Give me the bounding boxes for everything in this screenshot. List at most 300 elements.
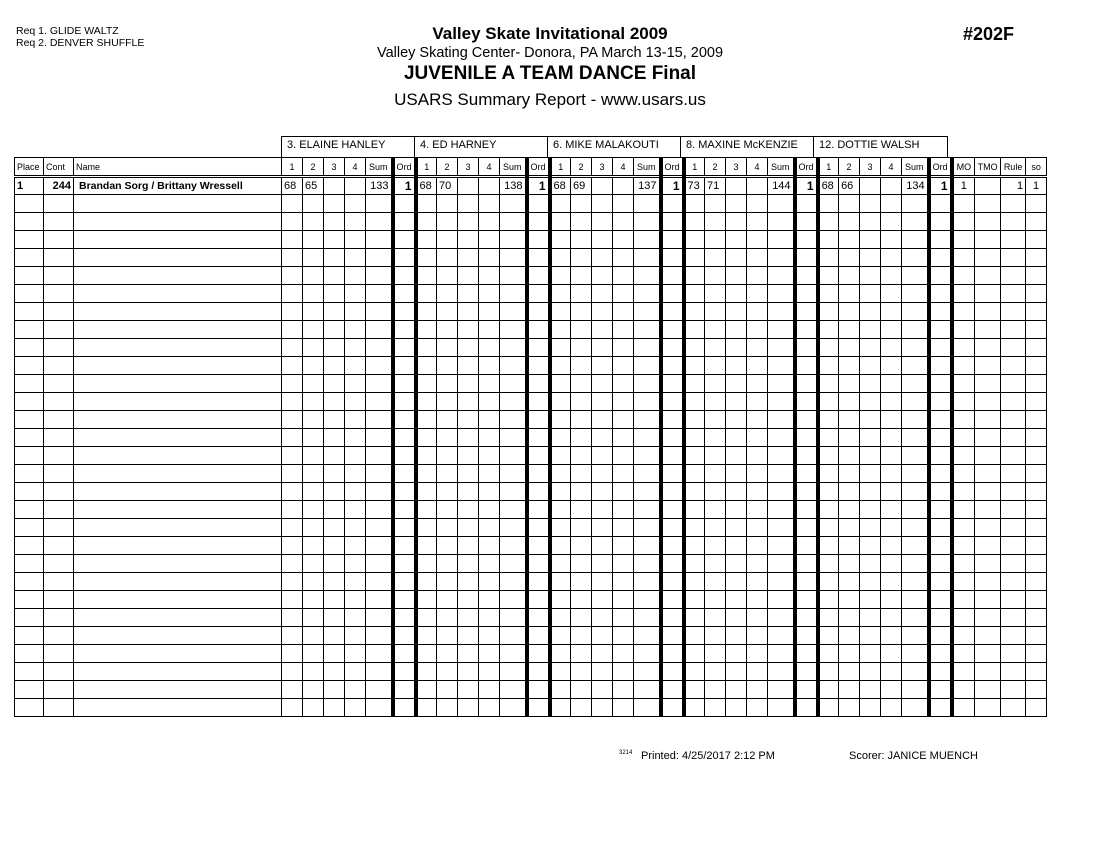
- empty-cell: [345, 303, 366, 321]
- empty-cell: [366, 375, 393, 393]
- mo-header: MO: [952, 158, 975, 177]
- empty-cell: [592, 267, 613, 285]
- empty-cell: [366, 393, 393, 411]
- empty-cell: [345, 429, 366, 447]
- empty-cell: [726, 699, 747, 717]
- empty-cell: [705, 375, 726, 393]
- empty-cell: [527, 357, 550, 375]
- empty-cell: [952, 249, 975, 267]
- empty-cell: [592, 339, 613, 357]
- empty-cell: [571, 681, 592, 699]
- empty-cell: [1001, 321, 1026, 339]
- empty-cell: [479, 411, 500, 429]
- empty-cell: [768, 447, 795, 465]
- empty-cell: [818, 519, 839, 537]
- empty-cell: [366, 681, 393, 699]
- empty-cell: [550, 267, 571, 285]
- judge5-score4-header: 4: [881, 158, 902, 177]
- empty-cell: [952, 213, 975, 231]
- empty-cell: [975, 195, 1001, 213]
- column-header-row: [15, 158, 1047, 177]
- empty-cell: [929, 339, 952, 357]
- empty-cell: [952, 627, 975, 645]
- empty-cell: [661, 303, 684, 321]
- empty-cell: [795, 573, 818, 591]
- empty-cell: [975, 699, 1001, 717]
- table-row: [15, 411, 1047, 429]
- empty-cell: [550, 537, 571, 555]
- empty-cell: [458, 447, 479, 465]
- empty-cell: [74, 519, 282, 537]
- venue-date: Valley Skating Center- Donora, PA March 13-15, 2009: [376, 45, 724, 61]
- empty-cell: [661, 321, 684, 339]
- empty-cell: [661, 627, 684, 645]
- empty-cell: [795, 303, 818, 321]
- empty-cell: [613, 375, 634, 393]
- empty-cell: [282, 411, 303, 429]
- judge5-score1: 68: [818, 177, 839, 195]
- empty-cell: [44, 411, 74, 429]
- empty-cell: [324, 321, 345, 339]
- empty-cell: [74, 429, 282, 447]
- empty-cell: [634, 321, 661, 339]
- empty-cell: [44, 465, 74, 483]
- empty-cell: [458, 591, 479, 609]
- empty-cell: [952, 465, 975, 483]
- empty-cell: [975, 501, 1001, 519]
- empty-cell: [527, 519, 550, 537]
- empty-cell: [282, 339, 303, 357]
- empty-cell: [747, 195, 768, 213]
- empty-cell: [726, 357, 747, 375]
- judge2-score1-header: 1: [416, 158, 437, 177]
- empty-cell: [366, 537, 393, 555]
- empty-cell: [839, 609, 860, 627]
- empty-cell: [795, 609, 818, 627]
- empty-cell: [393, 213, 416, 231]
- empty-cell: [929, 537, 952, 555]
- empty-cell: [324, 447, 345, 465]
- empty-cell: [366, 591, 393, 609]
- empty-cell: [458, 213, 479, 231]
- empty-cell: [458, 195, 479, 213]
- empty-cell: [839, 195, 860, 213]
- empty-cell: [366, 609, 393, 627]
- empty-cell: [366, 699, 393, 717]
- empty-cell: [661, 339, 684, 357]
- judge1-score1-header: 1: [282, 158, 303, 177]
- empty-cell: [881, 195, 902, 213]
- empty-cell: [282, 213, 303, 231]
- empty-cell: [726, 213, 747, 231]
- empty-cell: [634, 375, 661, 393]
- judge3-score2-header: 2: [571, 158, 592, 177]
- empty-cell: [975, 609, 1001, 627]
- empty-cell: [393, 663, 416, 681]
- empty-cell: [726, 555, 747, 573]
- empty-cell: [902, 681, 929, 699]
- empty-cell: [705, 429, 726, 447]
- empty-cell: [929, 195, 952, 213]
- judge5-score2-header: 2: [839, 158, 860, 177]
- empty-cell: [500, 447, 527, 465]
- empty-cell: [929, 447, 952, 465]
- empty-cell: [881, 573, 902, 591]
- empty-cell: [571, 321, 592, 339]
- empty-cell: [860, 285, 881, 303]
- empty-cell: [860, 645, 881, 663]
- empty-cell: [726, 573, 747, 591]
- empty-cell: [1001, 609, 1026, 627]
- empty-cell: [416, 519, 437, 537]
- empty-cell: [345, 591, 366, 609]
- empty-cell: [860, 537, 881, 555]
- empty-cell: [902, 537, 929, 555]
- empty-cell: [393, 429, 416, 447]
- empty-cell: [437, 303, 458, 321]
- empty-cell: [44, 555, 74, 573]
- empty-cell: [393, 447, 416, 465]
- empty-cell: [550, 375, 571, 393]
- empty-cell: [571, 267, 592, 285]
- empty-cell: [571, 699, 592, 717]
- empty-cell: [393, 681, 416, 699]
- empty-cell: [437, 501, 458, 519]
- empty-cell: [324, 285, 345, 303]
- empty-cell: [952, 303, 975, 321]
- empty-cell: [282, 429, 303, 447]
- empty-cell: [929, 609, 952, 627]
- empty-cell: [303, 285, 324, 303]
- empty-cell: [613, 285, 634, 303]
- empty-cell: [726, 609, 747, 627]
- empty-cell: [303, 609, 324, 627]
- empty-cell: [1001, 267, 1026, 285]
- empty-cell: [768, 411, 795, 429]
- empty-cell: [571, 519, 592, 537]
- empty-cell: [479, 213, 500, 231]
- judge4-score3: [726, 177, 747, 195]
- empty-cell: [527, 267, 550, 285]
- empty-cell: [366, 447, 393, 465]
- table-row: [15, 195, 1047, 213]
- empty-cell: [345, 321, 366, 339]
- empty-cell: [44, 339, 74, 357]
- empty-cell: [634, 231, 661, 249]
- empty-cell: [592, 483, 613, 501]
- empty-cell: [661, 465, 684, 483]
- empty-cell: [860, 627, 881, 645]
- empty-cell: [929, 375, 952, 393]
- empty-cell: [881, 411, 902, 429]
- empty-cell: [952, 681, 975, 699]
- empty-cell: [527, 375, 550, 393]
- empty-cell: [661, 591, 684, 609]
- empty-cell: [902, 555, 929, 573]
- empty-cell: [571, 663, 592, 681]
- empty-cell: [902, 321, 929, 339]
- empty-cell: [881, 231, 902, 249]
- empty-cell: [860, 249, 881, 267]
- empty-cell: [458, 573, 479, 591]
- empty-cell: [1001, 537, 1026, 555]
- empty-cell: [550, 573, 571, 591]
- empty-cell: [437, 699, 458, 717]
- empty-cell: [613, 213, 634, 231]
- empty-cell: [437, 357, 458, 375]
- empty-cell: [705, 663, 726, 681]
- empty-cell: [500, 213, 527, 231]
- empty-cell: [705, 285, 726, 303]
- empty-cell: [550, 465, 571, 483]
- empty-cell: [613, 591, 634, 609]
- empty-cell: [592, 501, 613, 519]
- empty-cell: [975, 555, 1001, 573]
- empty-cell: [975, 645, 1001, 663]
- empty-cell: [860, 573, 881, 591]
- empty-cell: [613, 393, 634, 411]
- empty-cell: [860, 195, 881, 213]
- empty-cell: [684, 627, 705, 645]
- empty-cell: [726, 591, 747, 609]
- empty-cell: [479, 519, 500, 537]
- empty-cell: [44, 267, 74, 285]
- empty-cell: [929, 267, 952, 285]
- empty-cell: [393, 249, 416, 267]
- empty-cell: [74, 555, 282, 573]
- empty-cell: [1026, 627, 1047, 645]
- empty-cell: [768, 483, 795, 501]
- empty-cell: [929, 699, 952, 717]
- empty-cell: [324, 681, 345, 699]
- empty-cell: [661, 231, 684, 249]
- empty-cell: [479, 339, 500, 357]
- empty-cell: [684, 609, 705, 627]
- empty-cell: [324, 465, 345, 483]
- empty-cell: [634, 681, 661, 699]
- empty-cell: [634, 195, 661, 213]
- empty-cell: [818, 663, 839, 681]
- empty-cell: [902, 627, 929, 645]
- empty-cell: [74, 339, 282, 357]
- empty-cell: [975, 519, 1001, 537]
- empty-cell: [393, 303, 416, 321]
- empty-cell: [74, 591, 282, 609]
- empty-cell: [592, 699, 613, 717]
- empty-cell: [437, 537, 458, 555]
- empty-cell: [592, 663, 613, 681]
- empty-cell: [437, 321, 458, 339]
- empty-cell: [416, 483, 437, 501]
- empty-cell: [839, 555, 860, 573]
- empty-cell: [747, 411, 768, 429]
- empty-cell: [839, 681, 860, 699]
- table-row: [15, 267, 1047, 285]
- empty-cell: [839, 465, 860, 483]
- empty-cell: [1026, 609, 1047, 627]
- empty-cell: [303, 303, 324, 321]
- empty-cell: [15, 249, 44, 267]
- empty-cell: [44, 501, 74, 519]
- empty-cell: [527, 555, 550, 573]
- empty-cell: [881, 393, 902, 411]
- empty-cell: [44, 447, 74, 465]
- empty-cell: [393, 195, 416, 213]
- empty-cell: [345, 213, 366, 231]
- empty-cell: [818, 681, 839, 699]
- empty-cell: [795, 231, 818, 249]
- empty-cell: [929, 483, 952, 501]
- empty-cell: [1001, 249, 1026, 267]
- empty-cell: [15, 645, 44, 663]
- empty-cell: [613, 303, 634, 321]
- empty-cell: [74, 537, 282, 555]
- empty-cell: [458, 537, 479, 555]
- empty-cell: [416, 339, 437, 357]
- empty-cell: [527, 213, 550, 231]
- empty-cell: [479, 609, 500, 627]
- judge4-score3-header: 3: [726, 158, 747, 177]
- empty-cell: [1001, 501, 1026, 519]
- empty-cell: [366, 465, 393, 483]
- empty-cell: [634, 699, 661, 717]
- empty-cell: [282, 699, 303, 717]
- empty-cell: [303, 447, 324, 465]
- empty-cell: [747, 519, 768, 537]
- empty-cell: [592, 537, 613, 555]
- judge5-sum: 134: [902, 177, 929, 195]
- empty-cell: [747, 429, 768, 447]
- empty-cell: [818, 537, 839, 555]
- empty-cell: [726, 663, 747, 681]
- empty-cell: [839, 699, 860, 717]
- empty-cell: [684, 267, 705, 285]
- empty-cell: [684, 303, 705, 321]
- empty-cell: [726, 249, 747, 267]
- empty-cell: [1026, 375, 1047, 393]
- empty-cell: [768, 519, 795, 537]
- empty-cell: [345, 537, 366, 555]
- empty-cell: [726, 483, 747, 501]
- empty-cell: [500, 249, 527, 267]
- judge5-score4: [881, 177, 902, 195]
- empty-cell: [15, 393, 44, 411]
- empty-cell: [437, 627, 458, 645]
- empty-cell: [747, 321, 768, 339]
- empty-cell: [705, 393, 726, 411]
- empty-cell: [550, 231, 571, 249]
- empty-cell: [634, 357, 661, 375]
- empty-cell: [881, 213, 902, 231]
- empty-cell: [747, 483, 768, 501]
- empty-cell: [1001, 483, 1026, 501]
- empty-cell: [393, 519, 416, 537]
- empty-cell: [818, 411, 839, 429]
- empty-cell: [437, 609, 458, 627]
- empty-cell: [479, 699, 500, 717]
- empty-cell: [303, 663, 324, 681]
- empty-cell: [345, 555, 366, 573]
- judge5-score2: 66: [839, 177, 860, 195]
- empty-cell: [15, 429, 44, 447]
- empty-cell: [1026, 357, 1047, 375]
- empty-cell: [458, 555, 479, 573]
- empty-cell: [768, 663, 795, 681]
- empty-cell: [613, 627, 634, 645]
- empty-cell: [500, 393, 527, 411]
- empty-cell: [416, 609, 437, 627]
- empty-cell: [74, 447, 282, 465]
- empty-cell: [661, 429, 684, 447]
- empty-cell: [345, 483, 366, 501]
- empty-cell: [684, 645, 705, 663]
- empty-cell: [1001, 411, 1026, 429]
- empty-cell: [15, 555, 44, 573]
- judge4-score4: [747, 177, 768, 195]
- judge1-score2-header: 2: [303, 158, 324, 177]
- empty-cell: [795, 699, 818, 717]
- empty-cell: [345, 573, 366, 591]
- empty-cell: [881, 429, 902, 447]
- empty-cell: [44, 573, 74, 591]
- empty-cell: [527, 303, 550, 321]
- empty-cell: [795, 483, 818, 501]
- empty-cell: [860, 321, 881, 339]
- empty-cell: [613, 645, 634, 663]
- empty-cell: [768, 429, 795, 447]
- empty-cell: [613, 357, 634, 375]
- empty-cell: [795, 501, 818, 519]
- table-row: [15, 231, 1047, 249]
- tmo-cell: [975, 177, 1001, 195]
- empty-cell: [818, 483, 839, 501]
- empty-cell: [1026, 249, 1047, 267]
- report-title: USARS Summary Report - www.usars.us: [394, 90, 706, 109]
- empty-cell: [818, 195, 839, 213]
- empty-cell: [881, 663, 902, 681]
- empty-cell: [303, 645, 324, 663]
- empty-cell: [303, 537, 324, 555]
- empty-cell: [15, 483, 44, 501]
- empty-cell: [839, 213, 860, 231]
- empty-cell: [839, 267, 860, 285]
- empty-cell: [15, 465, 44, 483]
- empty-cell: [634, 519, 661, 537]
- empty-cell: [634, 555, 661, 573]
- empty-cell: [952, 591, 975, 609]
- empty-cell: [458, 645, 479, 663]
- empty-cell: [324, 231, 345, 249]
- empty-cell: [881, 483, 902, 501]
- tmo-header: TMO: [975, 158, 1001, 177]
- empty-cell: [684, 591, 705, 609]
- empty-cell: [613, 447, 634, 465]
- empty-cell: [500, 537, 527, 555]
- table-row: [15, 357, 1047, 375]
- empty-cell: [479, 267, 500, 285]
- empty-cell: [592, 249, 613, 267]
- empty-cell: [571, 627, 592, 645]
- empty-cell: [571, 339, 592, 357]
- empty-cell: [705, 645, 726, 663]
- empty-cell: [324, 591, 345, 609]
- empty-cell: [860, 501, 881, 519]
- empty-cell: [74, 231, 282, 249]
- empty-cell: [929, 429, 952, 447]
- empty-cell: [303, 627, 324, 645]
- empty-cell: [684, 195, 705, 213]
- judge4-score1: 73: [684, 177, 705, 195]
